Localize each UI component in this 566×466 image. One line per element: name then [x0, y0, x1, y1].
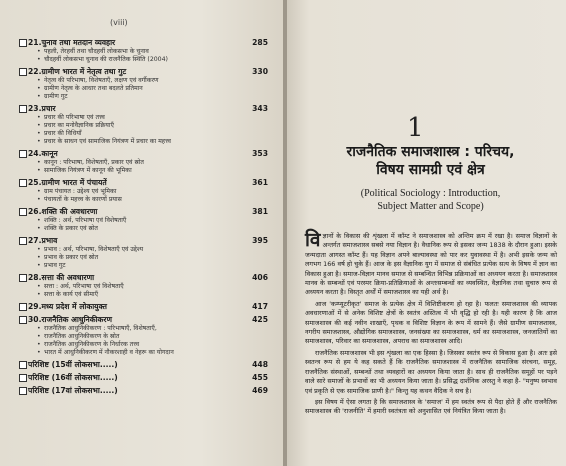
toc-subtopic: • सामाजिक नियंत्रण में कानून की भूमिका [28, 167, 260, 175]
paragraph-1-text: ज्ञानों के विकास की शृंखला में कॉम्ट ने समाजशास्त्र को अन्तिम क्रम में रखा है। समाज विज्ञानों के अन्तर्गत समाजशास्त्र सबसे नया विज्ञान है। वैधानिक रूप से इसका जन्म 1838 के दौरान हुआ। इसके जन्मदाता आगस्त कॉम्ट हैं। यह विज्ञान अपने बाल्यावस्था को पार कर युवावस्था में है। अभी इसके जन्म को लगभग 166 वर्ष हो चुके हैं। आज के इस वैज्ञानिक युग में समाज से संबंधित प्रत्येक सत्य के विषय में ज्ञान का विकास हुआ है। समाज-विज्ञान मानव समाज से सम्बन्धित विभिन्न प्रक्रियाओं का अध्ययन करता है। समाजशास्त्र मानव के सम्बन्धों एवं परस्पर क्रिया-प्रतिक्रियाओं के अन्तःसम्बन्धों का व्यवस्थित, वैज्ञानिक तथा सुचारु रूप से अध्ययन करता है। विस्तृत अर्थों में समाजशास्त्र का यही अर्थ है। [305, 232, 557, 297]
toc-subtopic: • भारत में आधुनिकीकरण में नौकरशाही व नेहरू का योगदान [28, 349, 260, 357]
toc-page-number: 425 [252, 315, 268, 324]
entry-box-icon [19, 150, 27, 158]
entry-box-icon [19, 316, 27, 324]
english-title-line1: (Political Sociology : Introduction, [360, 188, 501, 199]
entry-box-icon [19, 105, 27, 113]
toc-chapter-title: 29.मध्य प्रदेश में लोकायुक्त [28, 302, 107, 311]
toc-subtopic: • शक्ति : अर्थ, परिभाषा एवं विशेषताएँ [28, 217, 260, 225]
toc-entry [28, 207, 268, 233]
toc-subtopic: • प्रभाव : अर्थ, परिभाषा, विशेषताएँ एवं उद्देश्य [28, 246, 260, 254]
paragraph-2: आज 'कम्प्यूटरीकृत' समाज के प्रत्येक क्षेत्र में विशिष्टीकरण हो रहा है। फलतः समाजशास्त्र की व्यापक अवधारणाओं में से अनेक विशिष्ट क्षेत्रों के स्वतंत्र अस्तित्व में भी वृद्धि हो रही है। यही कारण है कि आज समाजशास्त्र की कई नवीन शाखाएँ, पृथक व विशिष्ट विज्ञान के रूप में सामने हैं। जैसे ग्रामीण समाजशास्त्र, नगरीय समाजशास्त्र, औद्योगिक समाजशास्त्र, जनसंख्या का समाजशास्त्र, धर्म का समाजशास्त्र, जनजातियों का समाजशास्त्र, परिवार का समाजशास्त्र, अपराध का समाजशास्त्र आदि। [305, 299, 557, 346]
appendix-page-number: 448 [252, 360, 268, 369]
toc-subtopic: • पहली, तेरहवीं तथा चौदहवीं लोकसभा के चुनाव [28, 48, 260, 56]
entry-box-icon [19, 387, 27, 395]
toc-chapter-title: 21.चुनाव तथा मतदान व्यवहार [28, 38, 116, 47]
toc-chapter-title: 22.ग्रामीण भारत में नेतृत्व तथा गुट [28, 67, 127, 76]
toc-page-number: 417 [252, 302, 268, 311]
toc-entry [28, 149, 268, 175]
entry-box-icon [19, 179, 27, 187]
appendix-title: परिशिष्ट (17वां लोकसभा.....) [28, 386, 118, 395]
toc-chapter-title: 25.ग्रामीण भारत में पंचायतें [28, 178, 107, 187]
entry-box-icon [19, 39, 27, 47]
toc-entry [28, 104, 268, 146]
toc-subtopic: • नेतृत्व की परिभाषा, विशेषताएँ, लक्षण एवं वर्गीकरण [28, 77, 260, 85]
toc-entry [28, 38, 268, 64]
toc-subtopic: • सत्ता के कार्य एवं सीमाएँ [28, 291, 260, 299]
toc-subtopic: • ग्रामीण नेतृत्व के आधार तथा बदलते प्रतिमान [28, 85, 260, 93]
page-roman-number: (viii) [110, 18, 128, 27]
toc-subtopic: • प्रभाव गुट [28, 262, 260, 270]
toc-appendix [28, 386, 268, 396]
toc-subtopic: • प्रचार का मनोवैज्ञानिक प्रक्रियाएँ [28, 122, 260, 130]
chapter-number: 1 [407, 113, 424, 143]
toc-subtopic: • प्रचार के साधन एवं सामाजिक नियंत्रण में प्रचार का महत्त्व [28, 138, 260, 146]
toc-subtopic: • कानून : परिभाषा, विशेषताएँ, प्रकार एवं स्रोत [28, 159, 260, 167]
english-title-line2: Subject Matter and Scope) [377, 201, 484, 212]
toc-chapter-title: 30.राजनैतिक आधुनिकीकरण [28, 315, 112, 324]
toc-entry [28, 178, 268, 204]
appendix-page-number: 455 [252, 373, 268, 382]
drop-cap: वि [305, 229, 321, 251]
toc-page-number: 343 [252, 104, 268, 113]
toc-entry [28, 315, 268, 357]
chapter-title [303, 143, 558, 179]
chapter-english-title [303, 187, 558, 213]
toc-subtopic: • चौदहवीं लोकसभा चुनाव की राजनैतिक स्थिति (2004) [28, 56, 260, 64]
entry-box-icon [19, 303, 27, 311]
toc-entry [28, 302, 268, 312]
entry-box-icon [19, 68, 27, 76]
toc-chapter-title: 23.प्रचार [28, 104, 56, 113]
toc-chapter-title: 24.कानून [28, 149, 58, 158]
toc-subtopic: • राजनैतिक आधुनिकीकरण के निर्धारक तत्त्व [28, 341, 260, 349]
toc-entry [28, 67, 268, 101]
paragraph-3: राजनैतिक समाजशास्त्र भी इस शृंखला का एक हिस्सा है। जिसका स्वतंत्र रूप से विकास हुआ है। अतः इसे स्वतन्त्र रूप से हम ये कह सकते हैं कि राजनैतिक समाजशास्त्र में राजनैतिक सामाजिक संरचना, समूह, राजनैतिक संस्थाओं, सम्बन्धों तथा व्यवहारों का अध्ययन किया जाता है। साथ ही राजनैतिक समूहों पर पड़ने वाले सारे समाजों के प्रभावों का भी अध्ययन किया जाता है। प्रसिद्ध दार्शनिक अरस्तु ने कहा है- "मनुष्य स्वभाव एवं प्रकृति से एक सामाजिक प्राणी है।" किन्तु यह कथन वैदिक ने सच है। [305, 348, 557, 395]
toc-subtopic: • ग्रामीण गुट [28, 93, 260, 101]
paragraph-1 [305, 229, 557, 298]
toc-page-number: 330 [252, 67, 268, 76]
paragraph-4: इस विषय में ऐसा लगता है कि समाजशास्त्र के 'समाज' में हम स्वतंत्र रूप से पैदा होते हैं और राजनैतिक समाजशास्त्र की 'राजनीति' में हमारी स्वतंत्रता को अनुशासित एवं नियंत्रित किया जाता है। [305, 397, 557, 416]
toc-chapter-title: 28.सत्ता की अवधारणा [28, 273, 95, 282]
toc-page-number: 361 [252, 178, 268, 187]
toc-subtopic: • सत्ता : अर्थ, परिभाषा एवं विशेषताएँ [28, 283, 260, 291]
toc-page-number: 406 [252, 273, 268, 282]
toc-page-number: 353 [252, 149, 268, 158]
toc-entry [28, 236, 268, 270]
entry-box-icon [19, 237, 27, 245]
chapter-body [305, 229, 557, 419]
toc-chapter-title: 26.शक्ति की अवधारणा [28, 207, 98, 216]
entry-box-icon [19, 208, 27, 216]
toc-subtopic: • प्रभाव के प्रकार एवं स्रोत [28, 254, 260, 262]
toc-page-number: 285 [252, 38, 268, 47]
entry-box-icon [19, 361, 27, 369]
toc-chapter-title: 27.प्रभाव [28, 236, 58, 245]
toc-page-number: 395 [252, 236, 268, 245]
chapter-title-line1: राजनैतिक समाजशास्त्र : परिचय, [346, 144, 515, 160]
toc-subtopic: • प्रचार की परिभाषा एवं तत्त्व [28, 114, 260, 122]
toc-subtopic: • पंचायतों के महत्त्व के कारणों प्रयास [28, 196, 260, 204]
appendix-title: परिशिष्ट (15वीं लोकसभा.....) [28, 360, 118, 369]
toc-entry [28, 273, 268, 299]
toc-subtopic: • प्रचार की विधियाँ [28, 130, 260, 138]
toc-page-number: 381 [252, 207, 268, 216]
chapter-title-line2: विषय सामग्री एवं क्षेत्र [376, 162, 485, 178]
toc-subtopic: • राजनैतिक आधुनिकीकरण के स्रोत [28, 333, 260, 341]
toc-subtopic: • राजनैतिक आधुनिकीकरण : परिभाषाएँ, विशेषताएँ, [28, 325, 260, 333]
table-of-contents [28, 38, 268, 399]
toc-appendix [28, 360, 268, 370]
appendix-page-number: 469 [252, 386, 268, 395]
entry-box-icon [19, 374, 27, 382]
toc-appendix [28, 373, 268, 383]
toc-subtopic: • ग्राम पंचायत : उद्देश्य एवं भूमिका [28, 188, 260, 196]
entry-box-icon [19, 274, 27, 282]
appendix-title: परिशिष्ट (16वीं लोकसभा.....) [28, 373, 118, 382]
toc-subtopic: • शक्ति के प्रकार एवं स्रोत [28, 225, 260, 233]
